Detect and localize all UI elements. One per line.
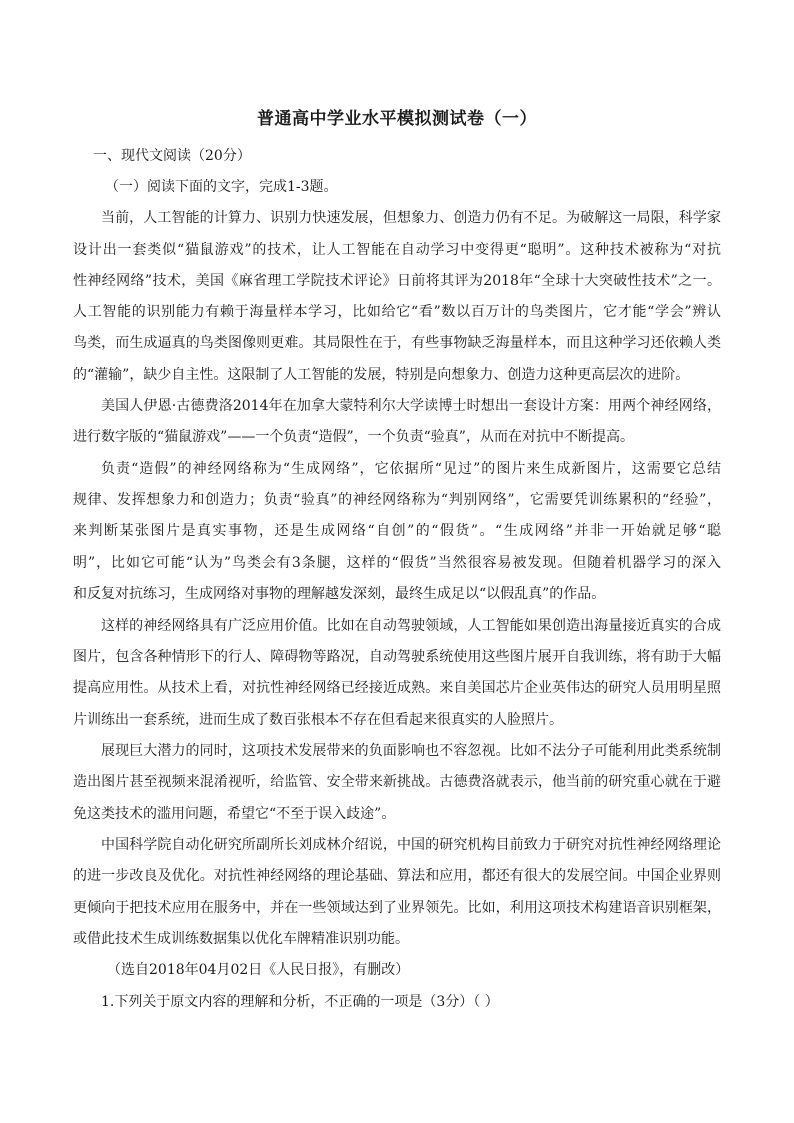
passage-line: 明”，比如它可能“认为”鸟类会有3条腿，这样的“假货”当然很容易被发现。但随着机器学习的深入	[73, 555, 721, 571]
passage-line: 美国人伊恩·古德费洛2014年在加拿大蒙特利尔大学读博士时想出一套设计方案：用两个神经网络，	[101, 398, 721, 414]
passage-line: 性神经网络”技术，美国《麻省理工学院技术评论》日前将其评为2018年“全球十大突破性技术”之一。	[73, 273, 721, 289]
passage-line: 规律、发挥想象力和创造力；负责“验真”的神经网络称为“判别网络”，它需要凭训练累积的“经验”，	[73, 492, 721, 508]
section-heading: 一、现代文阅读（20分）	[93, 148, 251, 164]
passage-line: 这样的神经网络具有广泛应用价值。比如在自动驾驶领域，人工智能如果创造出海量接近真实的合成	[101, 618, 721, 634]
passage-line: 和反复对抗练习，生成网络对事物的理解越发深刻，最终生成足以“以假乱真”的作品。	[73, 586, 606, 602]
passage-line: 图片，包含各种情形下的行人、障碍物等路况，自动驾驶系统使用这些图片展开自我训练，将有助于大幅	[73, 649, 721, 665]
source-citation: （选自2018年04月02日《人民日报》，有删改）	[107, 962, 410, 978]
passage-line: 更倾向于把技术应用在服务中，并在一些领域达到了业界领先。比如，利用这项技术构建语音识别框架，	[73, 900, 721, 916]
passage-line: 的进一步改良及优化。对抗性神经网络的理论基础、算法和应用，都还有很大的发展空间。中国企业界则	[73, 868, 721, 884]
passage-line: 提高应用性。从技术上看，对抗性神经网络已经接近成熟。来自美国芯片企业英伟达的研究人员用明星照	[73, 680, 721, 696]
passage-line: 展现巨大潜力的同时，这项技术发展带来的负面影响也不容忽视。比如不法分子可能利用此类系统制	[101, 743, 721, 759]
passage-line: 鸟类，而生成逼真的鸟类图像则更难。其局限性在于，有些事物缺乏海量样本，而且这种学习还依赖人类	[73, 335, 721, 351]
passage-line: 设计出一套类似“猫鼠游戏”的技术，让人工智能在自动学习中变得更“聪明”。这种技术被称为“对抗	[73, 242, 721, 258]
passage-line: 进行数字版的“猫鼠游戏”——一个负责“造假”，一个负责“验真”，从而在对抗中不断提高。	[73, 429, 634, 445]
passage-line: 造出图片甚至视频来混淆视听，给监管、安全带来新挑战。古德费洛就表示，他当前的研究重心就在于避	[73, 774, 721, 790]
passage-line: 或借此技术生成训练数据集以优化车牌精准识别功能。	[73, 931, 409, 947]
passage-line: 片训练出一套系统，进而生成了数百张根本不存在但看起来很真实的人脸照片。	[73, 712, 563, 728]
question-1: 1.下列关于原文内容的理解和分析，不正确的一项是（3分）（ ）	[101, 994, 499, 1010]
passage-line: 的“灌输”，缺少自主性。这限制了人工智能的发展，特别是向想象力、创造力这种更高层次的进阶。	[73, 367, 690, 383]
passage-line: 人工智能的识别能力有赖于海量样本学习，比如给它“看”数以百万计的鸟类图片，它才能“学会”辨认	[73, 304, 721, 320]
subsection-heading: （一）阅读下面的文字，完成1-3题。	[105, 179, 338, 195]
passage-line: 中国科学院自动化研究所副所长刘成林介绍说，中国的研究机构目前致力于研究对抗性神经网络理论	[101, 837, 721, 853]
passage-line: 来判断某张图片是真实事物，还是生成网络“自创”的“假货”。“生成网络”并非一开始就足够“聪	[73, 523, 721, 539]
exam-title: 普通高中学业水平模拟测试卷（一）	[257, 109, 537, 129]
passage-line: 当前，人工智能的计算力、识别力快速发展，但想象力、创造力仍有不足。为破解这一局限，科学家	[101, 210, 721, 226]
passage-line: 免这类技术的滥用问题，希望它“不至于误入歧途”。	[73, 806, 396, 822]
passage-line: 负责“造假”的神经网络称为“生成网络”，它依据所“见过”的图片来生成新图片，这需要它总结	[101, 461, 721, 477]
